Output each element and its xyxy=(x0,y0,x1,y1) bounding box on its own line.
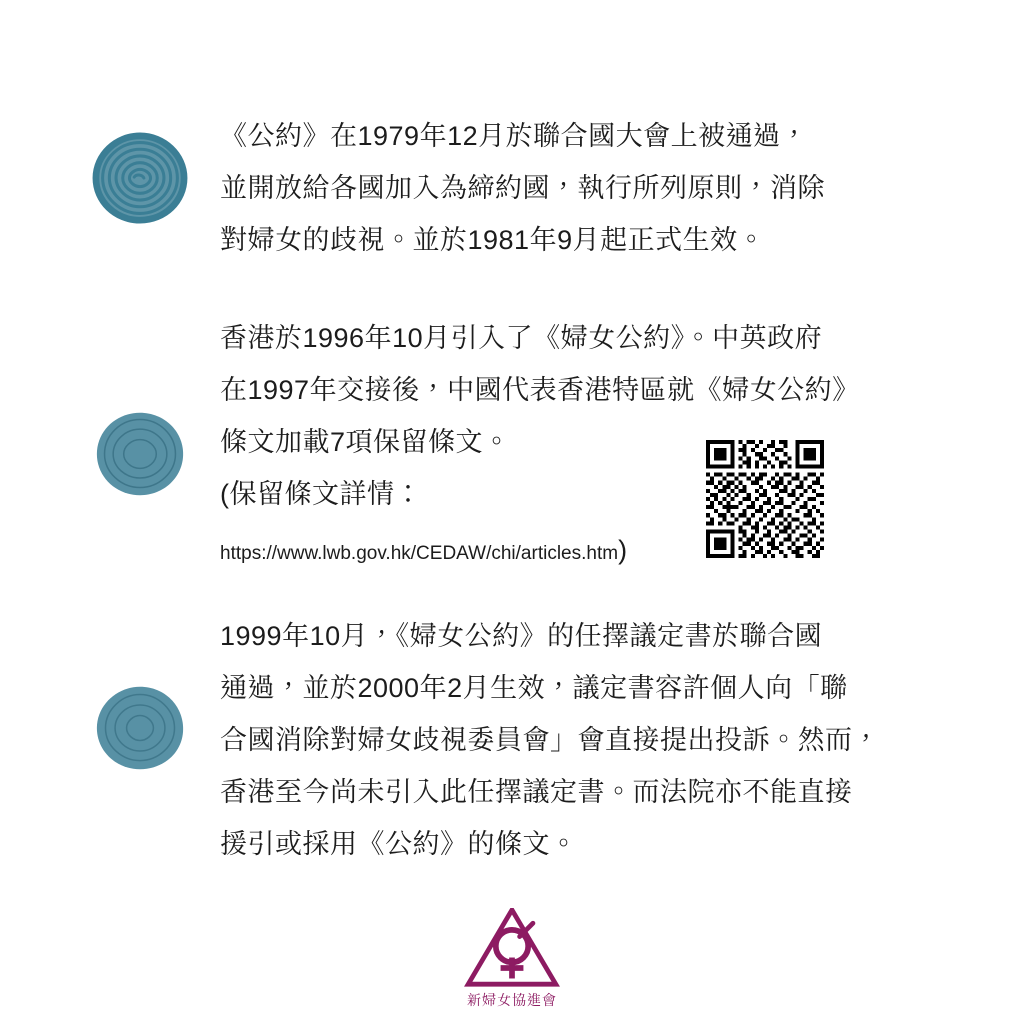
scribble-circle-bullet-icon xyxy=(92,132,188,224)
qr-code-image xyxy=(706,440,824,558)
paragraph-line: 對婦女的歧視。並於1981年9月起正式生效。 xyxy=(220,225,766,255)
scribble-circle-bullet-icon xyxy=(92,682,188,774)
section-text xyxy=(220,312,990,576)
section-convention-adopted xyxy=(60,110,990,266)
bullet-wrapper xyxy=(60,312,220,500)
paragraph-line: 合國消除對婦女歧視委員會」會直接提出投訴。然而， xyxy=(220,725,880,755)
footer-logo xyxy=(0,908,1024,1010)
qr-code-cedaw-reservations[interactable] xyxy=(706,440,824,558)
paragraph-line: 通過，並於2000年2月生效，議定書容許個人向「聯 xyxy=(220,673,848,703)
paragraph xyxy=(220,110,920,266)
bullet-wrapper xyxy=(60,610,220,774)
paragraph-line: 條文加載7項保留條文。 xyxy=(220,427,511,457)
paragraph-line: (保留條文詳情： xyxy=(220,479,422,509)
paragraph xyxy=(220,610,920,870)
paragraph-line: 1999年10月，《婦女公約》的任擇議定書於聯合國 xyxy=(220,621,823,651)
paragraph-line: 在1997年交接後，中國代表香港特區就《婦女公約》 xyxy=(220,375,860,405)
url-closing-paren: ) xyxy=(618,535,628,565)
section-hong-kong-adoption xyxy=(60,312,990,576)
hk-women-association-logo-icon xyxy=(464,908,560,988)
paragraph-line: 香港於1996年10月引入了《婦女公約》。中英政府 xyxy=(220,323,823,353)
paragraph-line: 並開放給各國加入為締約國，執行所列原則，消除 xyxy=(220,173,825,203)
bullet-wrapper xyxy=(60,110,220,224)
scribble-circle-bullet-icon xyxy=(92,408,188,500)
section-optional-protocol xyxy=(60,610,990,870)
paragraph-line: 香港至今尚未引入此任擇議定書。而法院亦不能直接 xyxy=(220,777,853,807)
section-text xyxy=(220,610,990,870)
reservation-articles-url[interactable]: https://www.lwb.gov.hk/CEDAW/chi/articles.htm xyxy=(220,543,619,564)
section-text xyxy=(220,110,990,266)
paragraph-line: 《公約》在1979年12月於聯合國大會上被通過， xyxy=(220,121,809,151)
paragraph-line: 援引或採用《公約》的條文。 xyxy=(220,829,578,859)
organization-name: 新婦女協進會 xyxy=(467,992,557,1008)
